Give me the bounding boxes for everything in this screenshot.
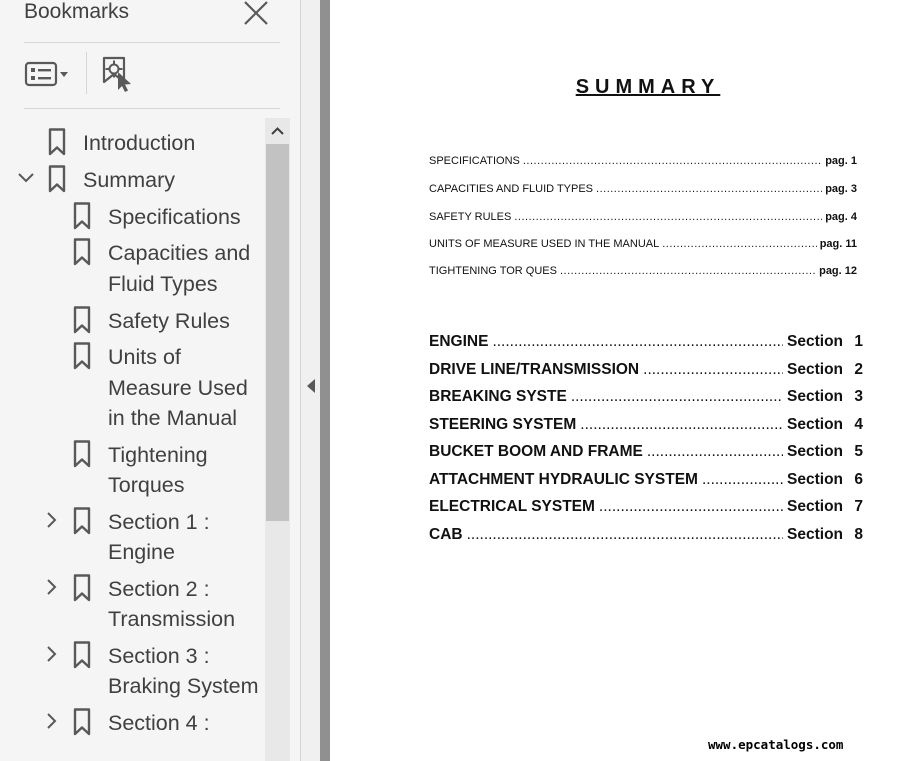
bookmark-icon [73,574,91,602]
bookmark-label: Introduction [83,131,196,155]
chevron-right-icon[interactable] [41,643,61,665]
panel-splitter[interactable] [300,0,320,761]
bookmark-icon [48,165,66,193]
find-current-bookmark-icon [100,56,136,94]
toc-row [429,155,857,169]
section-row [429,361,863,381]
toc-page: pag. 12 [819,265,857,277]
panel-header-divider [24,42,280,43]
section-number: 8 [854,526,863,543]
bookmark-options-button[interactable] [24,56,74,92]
toc-label: UNITS OF MEASURE USED IN THE MANUAL [429,238,660,250]
bookmark-icon [73,507,91,535]
bookmark-item[interactable] [0,159,265,195]
bookmark-item[interactable] [0,232,265,299]
bookmark-icon [48,128,66,156]
toc-page: pag. 1 [825,155,857,167]
bookmark-icon [73,306,91,334]
toc-page: pag. 3 [825,183,857,195]
bookmark-item[interactable] [0,300,265,336]
bookmark-item[interactable] [0,434,265,501]
page-title: SUMMARY [575,76,721,98]
bookmarks-panel [0,0,300,761]
page-gutter [320,0,330,761]
bookmark-label: Tightening Torques [108,442,208,497]
watermark: www.epcatalogs.com [708,737,844,752]
bookmark-icon [73,440,91,468]
chevron-right-icon[interactable] [41,509,61,531]
bookmark-label: Section 3 : Braking System [108,644,259,699]
section-leader [702,471,783,489]
bookmark-label: Section 1 : Engine [108,509,210,565]
toc-row [429,211,857,225]
find-current-bookmark-button[interactable] [100,56,136,94]
bookmark-options-icon [24,56,74,92]
section-label: DRIVE LINE/TRANSMISSION [429,361,640,378]
bookmark-item[interactable] [0,635,265,702]
section-number: 5 [854,443,863,460]
toc-label: CAPACITIES AND FLUID TYPES [429,183,594,195]
bookmark-label: Section 4 : [108,711,210,736]
bookmark-item[interactable] [0,568,265,635]
bookmark-label: Specifications [108,204,241,229]
section-leader [647,443,783,461]
section-label: CAB [429,526,463,543]
section-word: Section [787,498,843,515]
toc-leader [560,265,816,277]
section-word: Section [787,471,843,488]
bookmark-icon [73,238,91,266]
section-leader [580,416,783,434]
toc-label: SPECIFICATIONS [429,155,520,167]
chevron-up-icon [265,118,290,144]
section-leader [599,498,783,516]
chevron-down-icon[interactable] [16,167,36,189]
bookmark-label: Units of Measure Used in the Manual [108,345,248,430]
chevron-right-icon[interactable] [41,710,61,732]
toc-leader [596,183,822,195]
section-number: 6 [854,471,863,488]
section-number: 1 [854,333,863,350]
section-number: 4 [854,416,863,433]
bookmark-item[interactable] [0,702,265,738]
section-number: 7 [854,498,863,515]
section-label: BREAKING SYSTE [429,388,567,405]
toolbar-bottom-divider [24,108,280,109]
bookmark-item[interactable] [0,122,265,158]
scrollbar-thumb[interactable] [266,144,289,521]
section-row [429,498,863,518]
bookmark-tree [0,118,265,761]
bookmark-label: Safety Rules [108,308,230,333]
section-leader [643,361,783,379]
panel-title: Bookmarks [24,0,130,23]
document-page [330,0,920,761]
section-number: 3 [854,388,863,405]
section-label: STEERING SYSTEM [429,416,577,433]
toc-page: pag. 4 [825,211,857,223]
bookmark-item[interactable] [0,501,265,568]
section-label: ELECTRICAL SYSTEM [429,498,595,515]
bookmark-label: Summary [83,167,175,192]
section-word: Section [787,416,843,433]
toc-row [429,183,857,197]
section-label: ATTACHMENT HYDRAULIC SYSTEM [429,471,698,488]
section-row [429,471,863,491]
section-number: 2 [854,361,863,378]
close-panel-button[interactable] [243,0,269,26]
bookmark-item[interactable] [0,336,265,433]
section-word: Section [787,443,843,460]
toc-row [429,265,857,279]
toc-page: pag. 11 [819,238,857,250]
bookmark-icon [73,641,91,669]
section-label: ENGINE [429,333,489,350]
toc-leader [523,155,822,167]
section-word: Section [787,388,843,405]
section-word: Section [787,526,843,543]
section-word: Section [787,333,843,350]
section-row [429,388,863,408]
section-leader [571,388,783,406]
bookmark-icon [73,202,91,230]
section-leader [492,333,783,351]
section-label: BUCKET BOOM AND FRAME [429,443,643,460]
collapse-left-icon [305,376,317,396]
bookmark-label: Capacities and Fluid Types [108,241,251,296]
chevron-right-icon[interactable] [41,576,61,598]
section-word: Section [787,361,843,378]
bookmark-icon [73,342,91,370]
bookmark-scrollbar[interactable] [265,118,290,761]
section-row [429,443,863,463]
section-leader [467,526,783,544]
toc-leader [514,211,822,223]
close-icon [243,0,269,26]
section-row [429,416,863,436]
toc-label: TIGHTENING TOR QUES [429,265,557,277]
bookmark-icon [73,708,91,736]
bookmark-item[interactable] [0,196,265,232]
toc-label: SAFETY RULES [429,211,512,223]
bookmark-label: Section 2 : Transmission [108,576,236,632]
section-row [429,526,863,546]
toc-leader [662,238,816,250]
collapse-panel-button[interactable] [305,376,317,396]
toc-row [429,238,857,252]
toolbar-divider [86,52,87,94]
scroll-up-button[interactable] [265,118,290,144]
section-row [429,333,863,353]
